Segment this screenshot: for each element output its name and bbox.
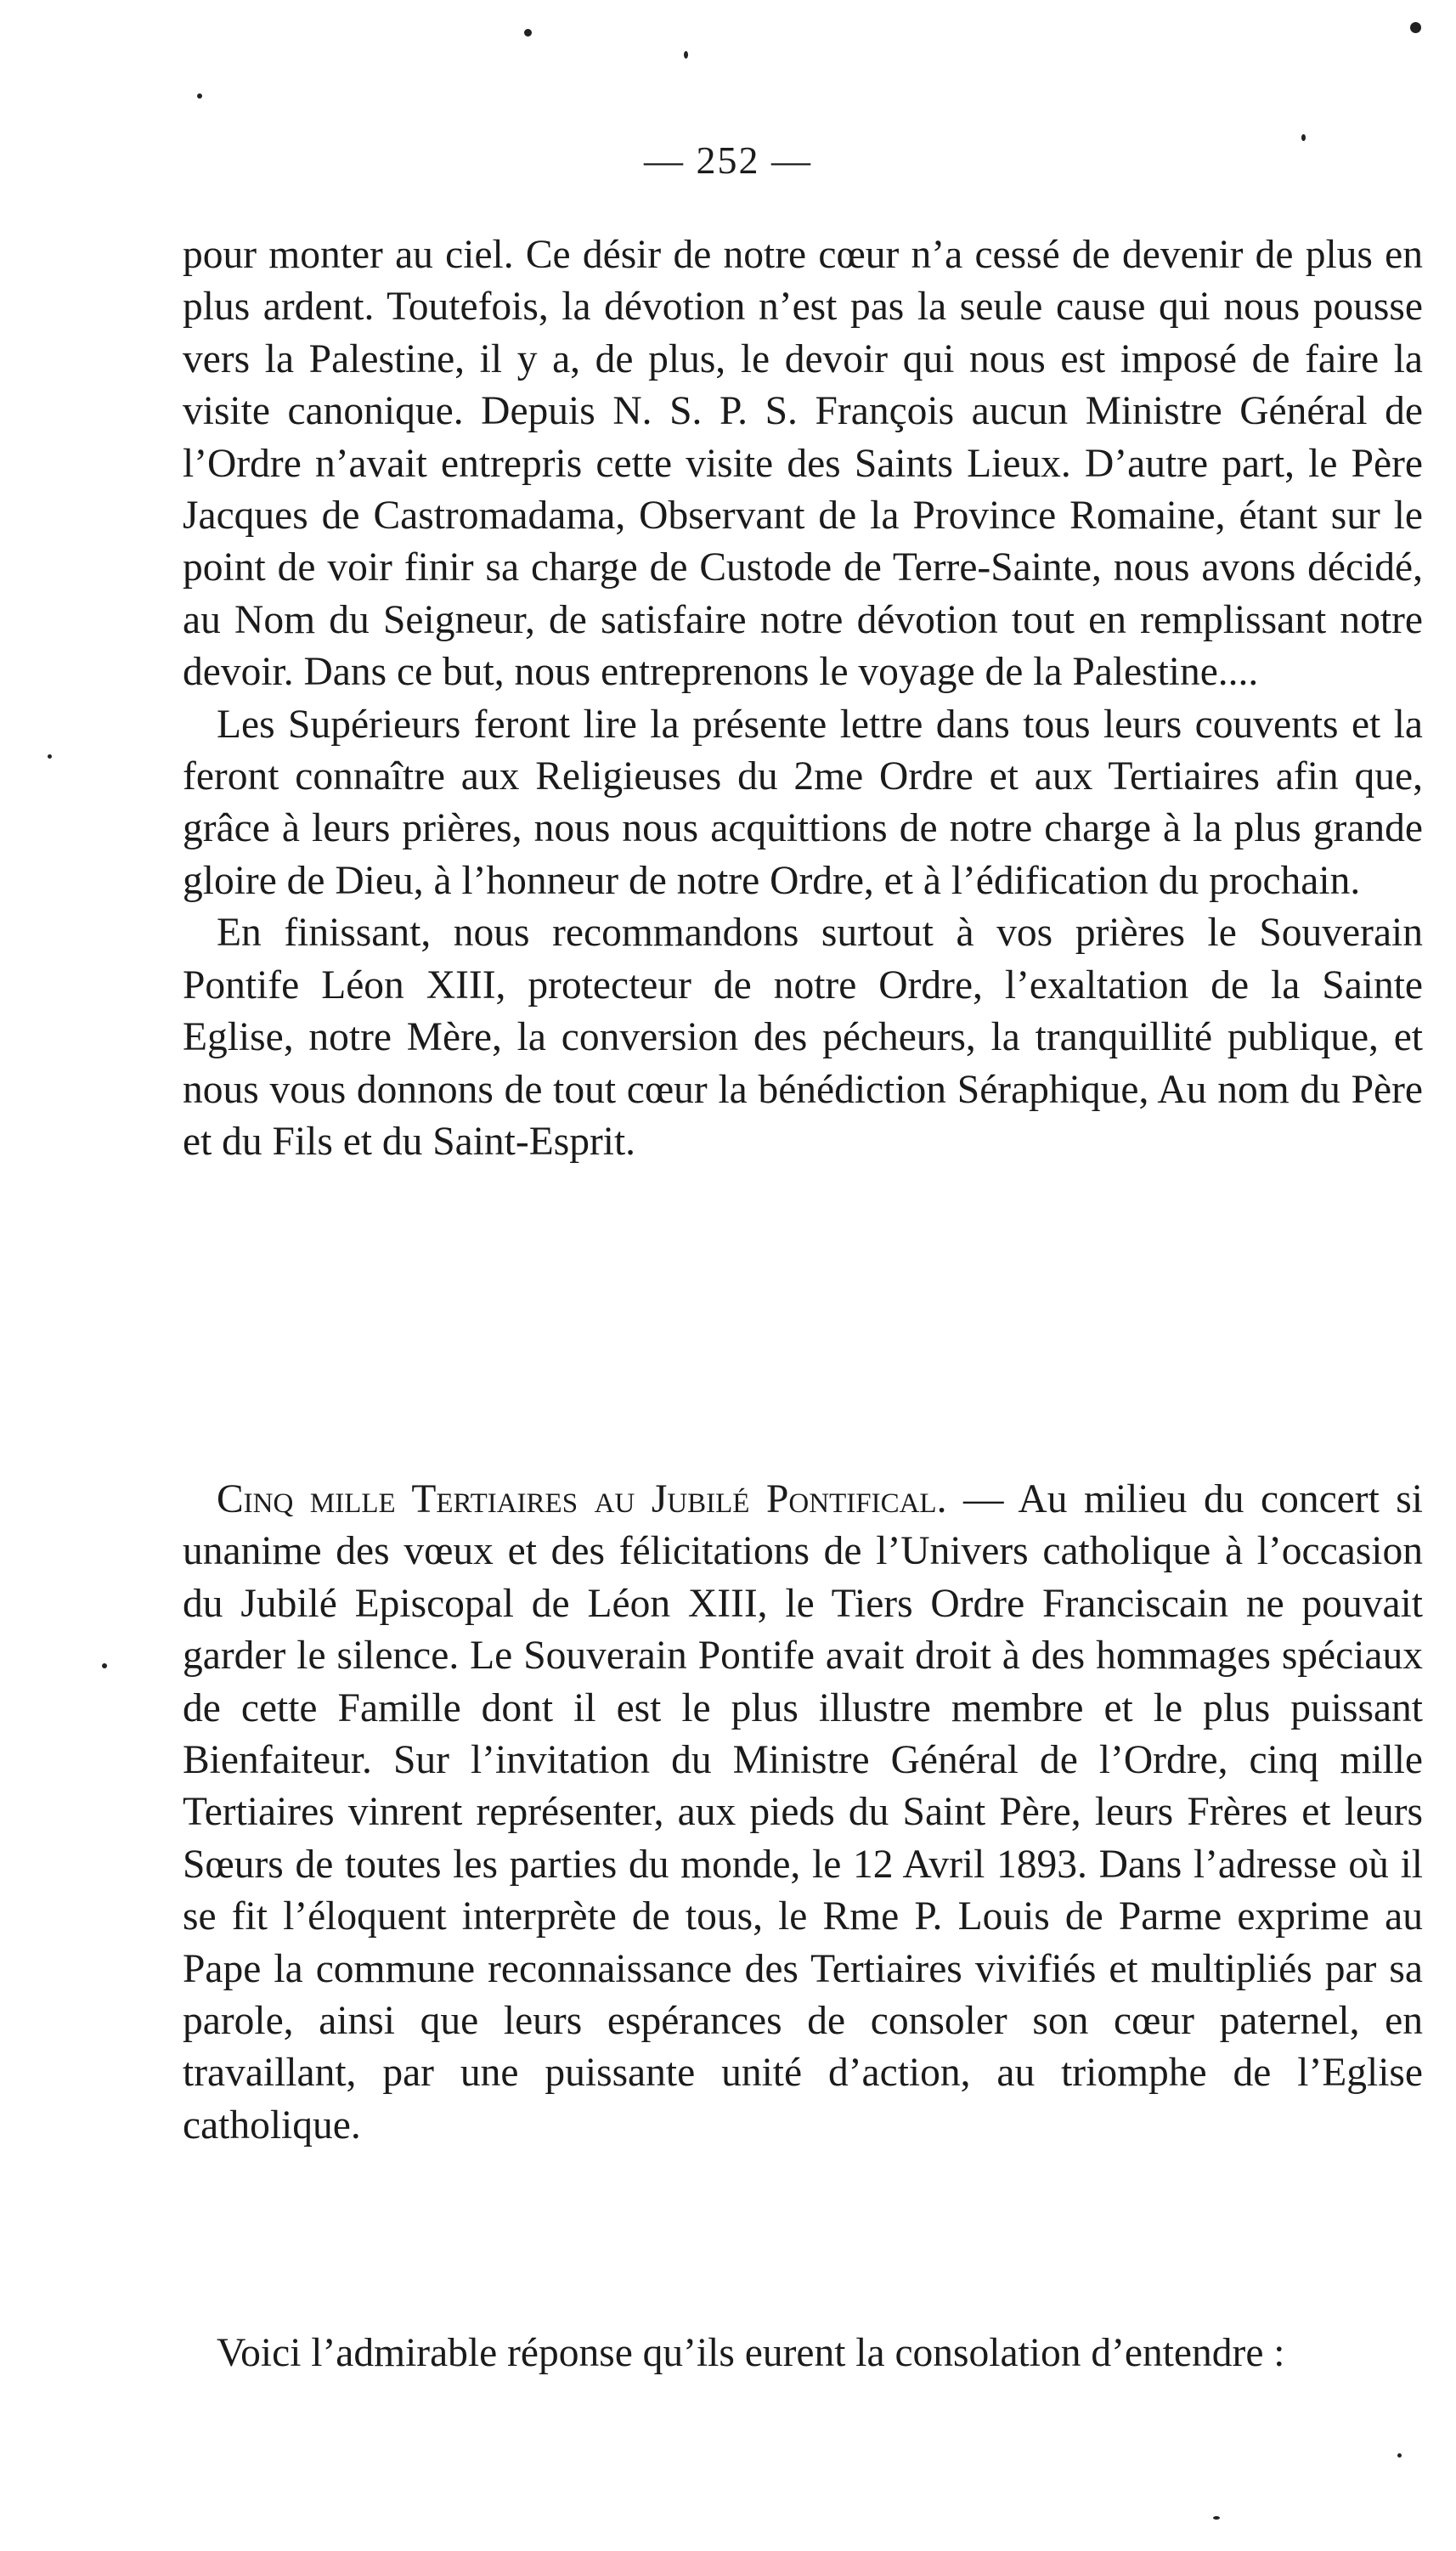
jubilee-section: [183, 1474, 1423, 2152]
letter-paragraph: pour monter au ciel. Ce désir de notre cœur n’a cessé de devenir de plus en plus ardent. Toutefois, la dévotion n’est pas la seule cause qui nous pousse vers la Palestine, il y a, de plus, le devoir qui nous est imposé de faire la visite canonique. Depuis N. S. P. S. François aucun Ministre Général de l’Ordre n’avait entrepris cette visite des Saints Lieux. D’autre part, le Père Jacques de Castromadama, Observant de la Province Romaine, étant sur le point de voir finir sa charge de Custode de Terre-Sainte, nous avons décidé, au Nom du Seigneur, de satisfaire notre dévotion tout en remplissant notre devoir. Dans ce but, nous entreprenons le voyage de la Palestine....: [183, 233, 1423, 695]
closing-paragraph: Voici l’admirable réponse qu’ils eurent la consolation d’entendre :: [217, 2331, 1285, 2375]
print-speck: [197, 93, 202, 99]
page-number: — 252 —: [644, 138, 812, 182]
letter-text: [183, 229, 1423, 1168]
closing-text: [183, 2328, 1423, 2379]
print-speck: [1397, 2453, 1402, 2458]
section-body: — Au milieu du concert si unanime des vœux et des félicitations de l’Univers catholique à l’occasion du Jubilé Episcopal de Léon XIII, le Tiers Ordre Franciscain ne pouvait garder le silence. Le Souverain Pontife avait droit à des hommages spéciaux de cette Famille dont il est le plus illustre membre et le plus puissant Bienfaiteur. Sur l’invitation du Ministre Général de l’Ordre, cinq mille Tertiaires vinrent représenter, aux pieds du Saint Père, leurs Frères et leurs Sœurs de toutes les parties du monde, le 12 Avril 1893. Dans l’adresse où il se fit l’éloquent interprète de tous, le Rme P. Louis de Parme exprime au Pape la commune reconnaissance des Tertiaires vivifiés et multipliés par sa parole, ainsi que leurs espérances de consoler son cœur paternel, en travaillant, par une puissante unité d’action, au triomphe de l’Eglise catholique.: [183, 1477, 1423, 2147]
print-speck: [1213, 2516, 1220, 2520]
jubilee-paragraph: [183, 1474, 1423, 2152]
print-speck: [102, 1663, 107, 1668]
print-speck: [48, 754, 52, 759]
letter-paragraph: Les Supérieurs feront lire la présente lettre dans tous leurs couvents et la feront connaître aux Religieuses du 2me Ordre et aux Tertiaires afin que, grâce à leurs prières, nous nous acquittions de notre charge à la plus grande gloire de Dieu, à l’honneur de notre Ordre, et à l’édification du prochain.: [183, 702, 1423, 903]
letter-paragraph: En finissant, nous recommandons surtout à vos prières le Souverain Pontife Léon XIII, protecteur de notre Ordre, l’exaltation de la Sainte Eglise, notre Mère, la conversion des pécheurs, la tranquillité publique, et nous vous donnons de tout cœur la bénédiction Séraphique, Au nom du Père et du Fils et du Saint-Esprit.: [183, 911, 1423, 1164]
print-speck: [524, 29, 532, 37]
print-speck: [684, 51, 688, 59]
section-heading: Cinq mille Tertiaires au Jubilé Pontifical.: [217, 1477, 947, 1521]
print-speck: [1410, 22, 1421, 33]
